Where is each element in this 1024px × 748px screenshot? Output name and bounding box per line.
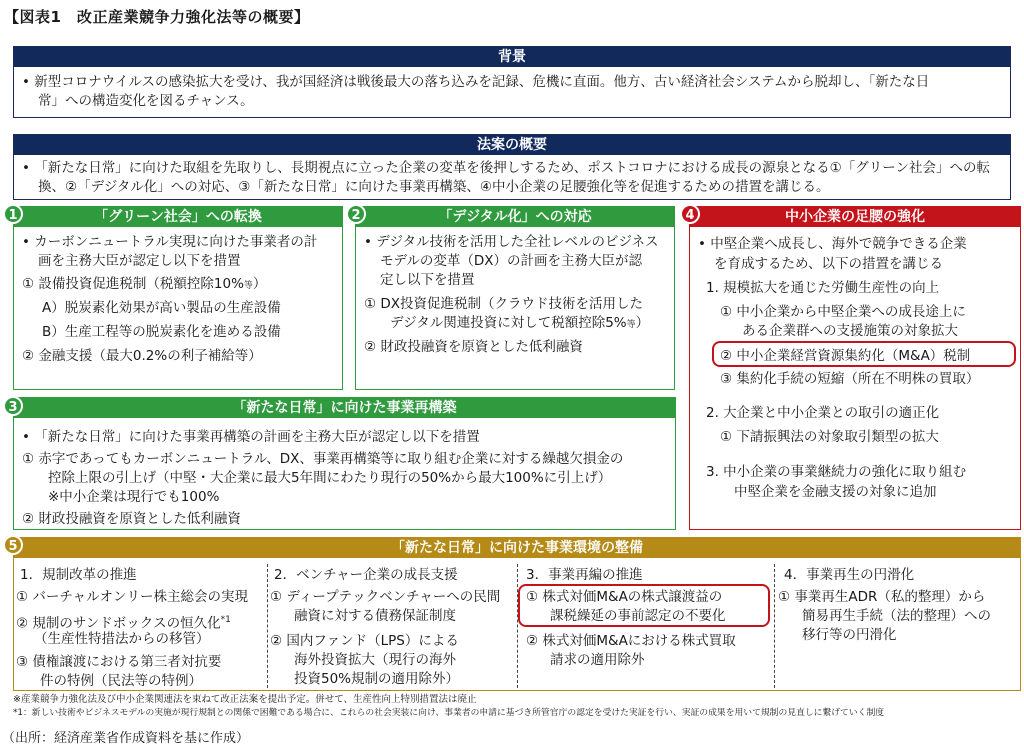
restructure-header: 「新たな日常」に向けた事業再構築 [14, 398, 675, 418]
sme-line-2: を育成するため、以下の措置を講じる [714, 256, 943, 272]
section-5-badge: 5 [3, 535, 23, 555]
env-col1-line-4: （生産性特措法からの移管） [34, 631, 210, 647]
background-line-2: 常」への構造変化を図るチャンス。 [38, 93, 254, 109]
env-separator-1 [267, 564, 268, 688]
env-separator-2 [517, 564, 518, 688]
env-separator-3 [774, 564, 775, 688]
sme-line-6: ② 中小企業経営資源集約化（M&A）税制 [720, 348, 971, 364]
sme-line-11: 中堅企業を金融支援の対象に追加 [734, 484, 937, 500]
restructure-line-5: ② 財政投融資を原資とした低利融資 [22, 511, 241, 527]
sme-line-1: • 中堅企業へ成長し、海外で競争できる企業 [698, 236, 967, 252]
digital-line-1: • デジタル技術を活用した全社レベルのビジネス [364, 234, 659, 250]
background-header: 背景 [14, 47, 1010, 67]
env-col1-line-1: 1．規制改革の推進 [20, 567, 137, 583]
restructure-line-3: 控除上限の引上げ（中堅・大企業に最大5年間にわたり現行の50%から最大100%に引上げ） [48, 470, 612, 486]
sme-line-9: ① 下請振興法の対象取引類型の拡大 [720, 429, 939, 445]
env-col3-line-1: 3．事業再編の推進 [526, 567, 643, 583]
sme-box [689, 206, 1021, 530]
sme-ma-tax-highlight [712, 341, 1016, 367]
section-1-badge: 1 [3, 204, 23, 224]
env-col1-line-5: ③ 債権譲渡における第三者対抗要 [16, 654, 222, 670]
sme-line-4: ① 中小企業から中堅企業への成長途上に [720, 304, 966, 320]
footnote-2: *1：新しい技術やビジネスモデルの実施が現行規制との関係で困難である場合に、これらの社会実装に向け、事業者の申請に基づき所管官庁の認定を受けた実証を行い、実証の成果を用いて規制の見直しに繋げていく制度 [13, 708, 885, 718]
green-line-4: A）脱炭素化効果が高い製品の生産設備 [42, 300, 281, 316]
green-tax-suffix: 等 [243, 281, 253, 291]
sme-line-8: 2. 大企業と中小企業との取引の適正化 [706, 405, 940, 421]
green-line-5: B）生産工程等の脱炭素化を進める設備 [42, 324, 281, 340]
env-col1-note-mark: *1 [220, 615, 231, 625]
env-col3-line-4: ② 株式対価M&Aにおける株式買取 [526, 633, 736, 649]
digital-line-2: モデルの変革（DX）の計画を主務大臣が認 [380, 253, 642, 269]
sme-header: 中小企業の足腰の強化 [690, 207, 1020, 227]
green-tax-close: ） [252, 276, 267, 292]
env-col3-line-5: 請求の適用除外 [550, 652, 645, 668]
digital-tax-label: デジタル関連投資に対して税額控除5% [390, 315, 627, 331]
digital-box [355, 206, 675, 390]
restructure-line-1: • 「新たな日常」に向けた事業再構築の計画を主務大臣が認定し以下を措置 [22, 429, 480, 445]
env-col4-line-1: 4．事業再生の円滑化 [784, 567, 915, 583]
env-col4-line-3: 簡易再生手続（法的整理）への [802, 608, 991, 624]
digital-header: 「デジタル化」への対応 [356, 207, 674, 227]
sme-line-10: 3. 中小企業の事業継続力の強化に取り組む [706, 464, 967, 480]
restructure-line-4: ※中小企業は現行でも100% [48, 489, 220, 505]
overview-box [13, 134, 1011, 200]
digital-line-4: ① DX投資促進税制（クラウド技術を活用した [364, 296, 644, 312]
env-col3-line-2: ① 株式対価M&Aの株式譲渡益の [526, 589, 723, 605]
overview-line-2: 換、②「デジタル化」への対応、③「新たな日常」に向けた事業再構築、④中小企業の足腰強化等を促進するための措置を講じる。 [38, 179, 830, 195]
digital-line-5 [390, 314, 649, 335]
sme-line-5: ある企業群への支援施策の対象拡大 [742, 323, 958, 339]
footnote-1: ※産業競争力強化法及び中小企業関連法を束ねて改正法案を提出予定。併せて、生産性向上特別措置法は廃止 [13, 694, 477, 705]
env-col2-line-3: 融資に対する債務保証制度 [294, 608, 456, 624]
background-box [13, 46, 1011, 118]
green-line-3 [22, 275, 266, 296]
source-credit: （出所：経済産業省作成資料を基に作成） [2, 731, 250, 746]
digital-tax-suffix: 等 [626, 320, 636, 330]
env-col2-line-4: ② 国内ファンド（LPS）による [270, 633, 459, 649]
overview-header: 法案の概要 [14, 135, 1010, 155]
env-col2-line-1: 2．ベンチャー企業の成長支援 [274, 567, 458, 583]
green-line-6: ② 金融支援（最大0.2%の利子補給等） [22, 348, 262, 364]
env-ma-tax-highlight [518, 584, 770, 627]
environment-box [13, 537, 1021, 691]
restructure-box [13, 397, 676, 530]
page-title: 【図表1 改正産業競争力強化法等の概要】 [4, 8, 310, 26]
digital-line-6: ② 財政投融資を原資とした低利融資 [364, 339, 583, 355]
green-line-1: • カーボンニュートラル実現に向けた事業者の計 [22, 234, 318, 250]
section-3-badge: 3 [3, 396, 23, 416]
restructure-line-2: ① 赤字であってもカーボンニュートラル、DX、事業再構築等に取り組む企業に対する繰越欠損金の [22, 451, 624, 467]
env-col2-line-6: 投資50%規制の適用除外） [294, 671, 460, 687]
env-col2-line-2: ① ディープテックベンチャーへの民間 [270, 589, 501, 605]
sme-line-3: 1. 規模拡大を通じた労働生産性の向上 [706, 280, 940, 296]
overview-line-1: • 「新たな日常」に向けた取組を先取りし、長期視点に立った企業の変革を後押しするため、ポストコロナにおける成長の源泉となる①「グリーン社会」への転 [22, 160, 991, 176]
green-line-2: 画を主務大臣が認定し以下を措置 [38, 253, 241, 269]
environment-header: 「新たな日常」に向けた事業環境の整備 [14, 538, 1020, 558]
env-col1-sandbox: ② 規制のサンドボックスの恒久化 [16, 615, 221, 632]
env-col4-line-2: ① 事業再生ADR（私的整理）から [778, 589, 986, 605]
digital-tax-close: ） [635, 315, 650, 331]
background-line-1: • 新型コロナウイルスの感染拡大を受け、我が国経済は戦後最大の落ち込みを記録、危機に直面。他方、古い経済社会システムから脱却し、「新たな日 [22, 74, 930, 90]
green-tax-label: ① 設備投資促進税制（税額控除10% [22, 276, 244, 292]
env-col4-line-4: 移行等の円滑化 [802, 627, 897, 643]
green-society-header: 「グリーン社会」への転換 [14, 207, 342, 227]
green-society-box [13, 206, 343, 390]
env-col1-line-6: 件の特例（民法等の特例） [40, 673, 202, 689]
env-col2-line-5: 海外投資拡大（現行の海外 [294, 652, 456, 668]
env-col1-line-2: ① バーチャルオンリー株主総会の実現 [16, 589, 248, 605]
env-col3-line-3: 課税繰延の事前認定の不要化 [550, 608, 726, 624]
digital-line-3: 定し以下を措置 [380, 272, 475, 288]
sme-line-7: ③ 集約化手続の短縮（所在不明株の買取） [720, 371, 980, 387]
section-2-badge: 2 [346, 204, 366, 224]
section-4-badge: 4 [680, 204, 700, 224]
